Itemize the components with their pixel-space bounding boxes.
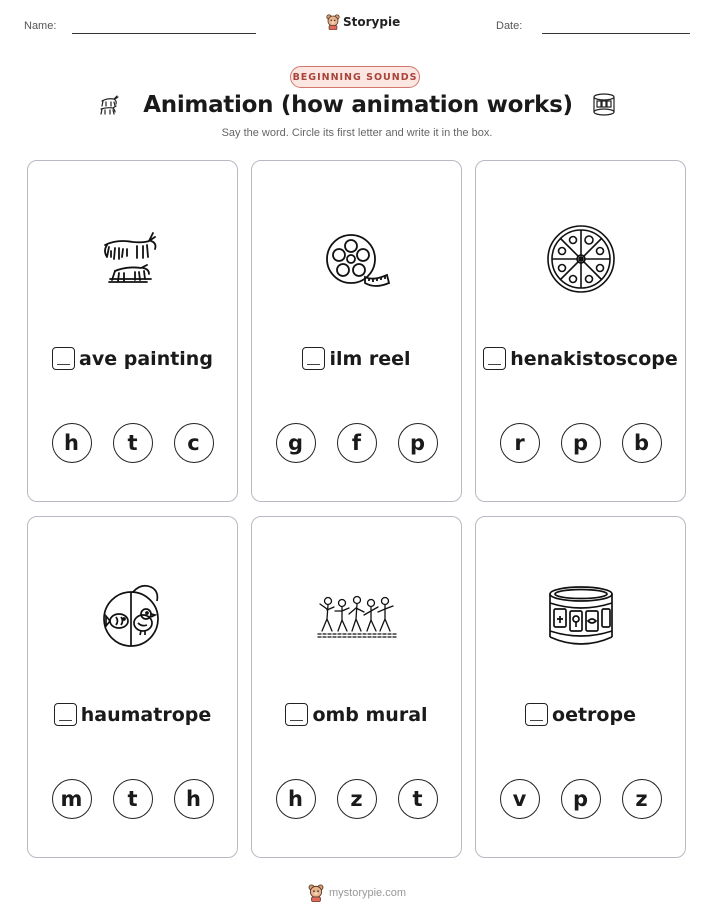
- footer: [0, 884, 714, 902]
- category-badge: BEGINNING SOUNDS: [290, 66, 420, 88]
- name-line[interactable]: [72, 33, 256, 34]
- letter-choice[interactable]: g: [276, 423, 316, 463]
- instructions: Say the word. Circle its first letter and write it in the box.: [221, 127, 493, 139]
- word-row: [28, 347, 237, 370]
- zoetrope-icon: [545, 579, 617, 651]
- word-card: [27, 160, 238, 502]
- letter-choice[interactable]: c: [174, 423, 214, 463]
- answer-box[interactable]: [52, 347, 75, 370]
- answer-box[interactable]: [54, 703, 77, 726]
- thaumatrope-icon: [97, 579, 169, 651]
- answer-box[interactable]: [302, 347, 325, 370]
- word-card: [475, 516, 686, 858]
- date-line[interactable]: [542, 33, 690, 34]
- letter-choice[interactable]: p: [561, 423, 601, 463]
- letter-choices: [28, 779, 237, 819]
- letter-choice[interactable]: z: [622, 779, 662, 819]
- footer-url[interactable]: mystorypie.com: [328, 887, 407, 899]
- word-card: [475, 160, 686, 502]
- name-label: Name:: [24, 20, 57, 32]
- word-text: haumatrope: [80, 703, 212, 726]
- word-text: henakistoscope: [510, 347, 678, 370]
- letter-choice[interactable]: h: [174, 779, 214, 819]
- letter-choice[interactable]: h: [276, 779, 316, 819]
- word-row: [476, 347, 685, 370]
- letter-choices: [252, 779, 461, 819]
- word-text: ave painting: [79, 347, 213, 370]
- bear-mascot-icon: [308, 884, 324, 902]
- letter-choices: [476, 423, 685, 463]
- film-reel-icon: [321, 223, 393, 295]
- word-row: [28, 703, 237, 726]
- answer-box[interactable]: [285, 703, 308, 726]
- letter-choice[interactable]: m: [52, 779, 92, 819]
- letter-choice[interactable]: h: [52, 423, 92, 463]
- letter-choice[interactable]: p: [561, 779, 601, 819]
- word-row: [252, 703, 461, 726]
- date-label: Date:: [496, 20, 523, 32]
- letter-choices: [476, 779, 685, 819]
- letter-choice[interactable]: v: [500, 779, 540, 819]
- letter-choice[interactable]: f: [337, 423, 377, 463]
- page-title: Animation (how animation works): [143, 92, 573, 118]
- word-row: [252, 347, 461, 370]
- word-row: [476, 703, 685, 726]
- brand-logo: [326, 14, 400, 30]
- letter-choices: [252, 423, 461, 463]
- letter-choice[interactable]: z: [337, 779, 377, 819]
- title-row: [0, 92, 714, 118]
- bear-mascot-icon: [326, 14, 340, 30]
- cave-painting-icon: [97, 223, 169, 295]
- letter-choice[interactable]: t: [113, 423, 153, 463]
- zoetrope-small-icon: [591, 92, 617, 118]
- letter-choice[interactable]: r: [500, 423, 540, 463]
- word-text: ilm reel: [329, 347, 411, 370]
- letter-choices: [28, 423, 237, 463]
- letter-choice[interactable]: p: [398, 423, 438, 463]
- letter-choice[interactable]: t: [398, 779, 438, 819]
- cave-animals-icon: [97, 93, 125, 117]
- word-card: [27, 516, 238, 858]
- word-card: [251, 516, 462, 858]
- phenakistoscope-icon: [545, 223, 617, 295]
- letter-choice[interactable]: t: [113, 779, 153, 819]
- answer-box[interactable]: [483, 347, 506, 370]
- letter-choice[interactable]: b: [622, 423, 662, 463]
- tomb-mural-icon: [314, 579, 400, 651]
- brand-name: Storypie: [343, 15, 401, 29]
- word-text: omb mural: [312, 703, 428, 726]
- word-text: oetrope: [552, 703, 636, 726]
- answer-box[interactable]: [525, 703, 548, 726]
- word-card: [251, 160, 462, 502]
